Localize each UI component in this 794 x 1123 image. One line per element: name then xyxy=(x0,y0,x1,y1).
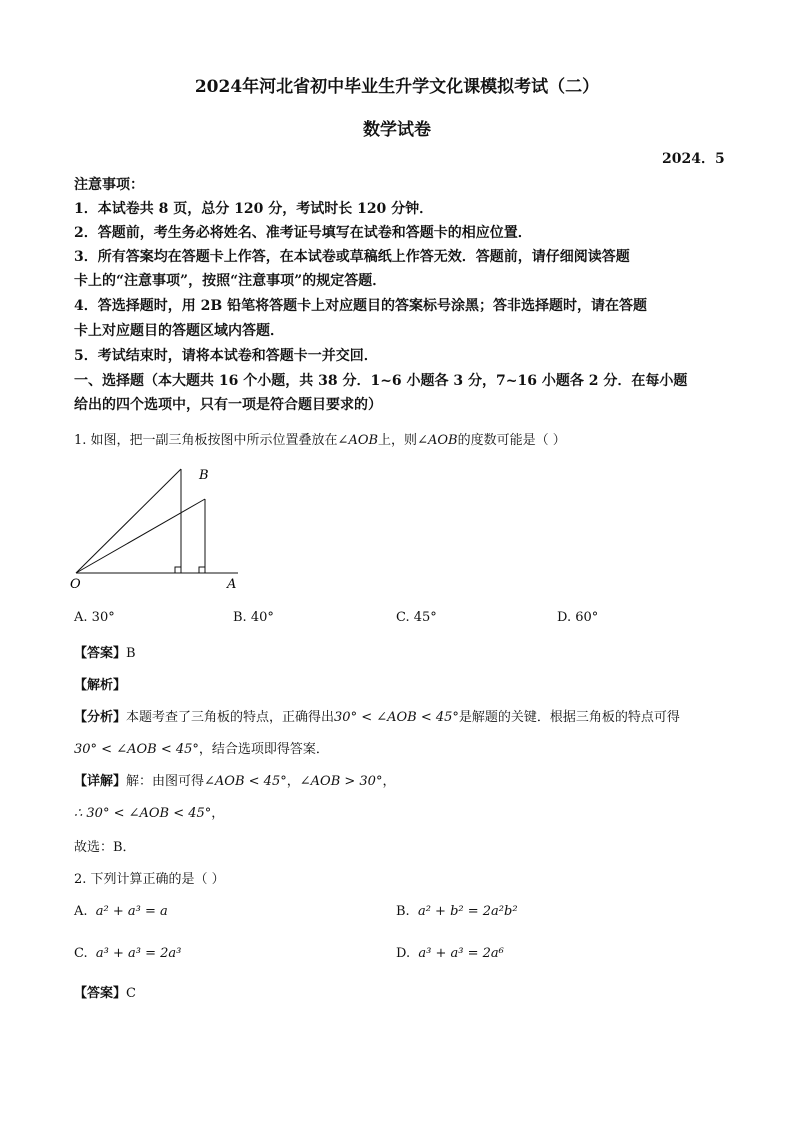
fenxi-text: 本题考查了三角板的特点，正确得出 xyxy=(126,710,335,725)
fenxi-text: ，结合选项即得答案． xyxy=(198,742,329,757)
q1-fenxi xyxy=(74,706,680,725)
option-letter: B. xyxy=(233,610,247,625)
option-letter: B. xyxy=(396,904,410,919)
notice-item: 3．所有答案均在答题卡上作答，在本试卷或草稿纸上作答无效．答题前，请仔细阅读答题 xyxy=(74,249,630,265)
q1-stem-part: 1. 如图，把一副三角板按图中所示位置叠放在 xyxy=(74,433,338,448)
detail-text: ， xyxy=(382,774,396,789)
exam-title: 2024年河北省初中毕业生升学文化课模拟考试（二） xyxy=(194,77,600,97)
q2-option-b xyxy=(396,904,518,919)
option-expression: a² + a³ = a xyxy=(95,904,168,919)
option-value: 60° xyxy=(575,610,599,625)
fenxi-text: 是解题的关键．根据三角板的特点可得 xyxy=(458,710,680,725)
notice-item: 5．考试结束时，请将本试卷和答题卡一并交回． xyxy=(74,348,378,364)
exam-subtitle: 数学试卷 xyxy=(363,120,431,140)
analysis-tag: 【解析】 xyxy=(74,678,127,693)
q1-stem xyxy=(74,429,566,448)
label-o: O xyxy=(70,577,81,592)
answer-value: B xyxy=(126,646,136,661)
q2-option-a xyxy=(74,904,168,919)
q1-detail xyxy=(74,770,395,789)
therefore-end: ， xyxy=(211,806,225,821)
q2-option-d xyxy=(396,946,504,961)
q1-therefore xyxy=(74,802,224,821)
q1-option-d xyxy=(557,610,598,625)
answer-value: C xyxy=(126,986,136,1001)
q2-stem: 2. 下列计算正确的是（ ） xyxy=(74,872,225,887)
q1-option-c xyxy=(396,610,437,625)
exam-date: 2024．5 xyxy=(662,151,725,167)
answer-tag: 【答案】 xyxy=(74,646,127,661)
q1-choose: 故选：B． xyxy=(74,840,136,855)
q1-option-b xyxy=(233,610,274,625)
notice-item: 2．答题前，考生务必将姓名、准考证号填写在试卷和答题卡的相应位置． xyxy=(74,225,532,241)
section-heading-cont: 给出的四个选项中，只有一项是符合题目要求的） xyxy=(74,397,382,413)
detail-math: ∠AOB > 30° xyxy=(299,774,383,789)
option-letter: C. xyxy=(74,946,88,961)
detail-math: ∠AOB < 45° xyxy=(204,774,287,789)
right-angle-mark xyxy=(175,567,181,573)
q1-angle: ∠AOB xyxy=(337,433,379,448)
q1-stem-part: 上，则 xyxy=(378,433,418,448)
option-value: 40° xyxy=(250,610,274,625)
option-letter: A. xyxy=(74,904,88,919)
notice-item: 卡上对应题目的答题区域内答题． xyxy=(74,323,284,339)
detail-text: 解：由图可得 xyxy=(126,774,205,789)
q1-analysis-tag xyxy=(74,674,126,693)
option-value: 30° xyxy=(91,610,115,625)
ray-ob xyxy=(76,469,181,573)
detail-text: ， xyxy=(286,774,300,789)
q1-stem-part: 的度数可能是（ ） xyxy=(457,433,566,448)
option-letter: A. xyxy=(74,610,88,625)
fenxi-inequality: 30° < ∠AOB < 45° xyxy=(334,710,459,725)
option-expression: a² + b² = 2a²b² xyxy=(417,904,518,919)
label-a: A xyxy=(227,577,237,592)
detail-tag: 【详解】 xyxy=(74,774,127,789)
ray-inner xyxy=(76,499,205,573)
q2-option-c xyxy=(74,946,181,961)
q1-fenxi-cont xyxy=(74,738,329,757)
option-letter: D. xyxy=(396,946,411,961)
q2-answer xyxy=(74,982,136,1001)
notice-item: 1．本试卷共 8 页，总分 120 分，考试时长 120 分钟． xyxy=(74,201,434,217)
label-b: B xyxy=(199,468,209,483)
option-letter: C. xyxy=(396,610,410,625)
q1-triangle-figure xyxy=(68,460,248,592)
right-angle-mark xyxy=(199,567,205,573)
notice-item: 4．答选择题时，用 2B 铅笔将答题卡上对应题目的答案标号涂黑；答非选择题时，请在答题 xyxy=(74,298,648,314)
therefore-math: ∴ 30° < ∠AOB < 45° xyxy=(74,806,212,821)
option-expression: a³ + a³ = 2a³ xyxy=(95,946,182,961)
option-value: 45° xyxy=(413,610,437,625)
fenxi-tag: 【分析】 xyxy=(74,710,127,725)
notice-item: 卡上的“注意事项”，按照“注意事项”的规定答题． xyxy=(74,273,387,289)
notice-heading: 注意事项： xyxy=(74,177,144,193)
q1-option-a xyxy=(74,610,115,625)
q1-answer xyxy=(74,642,136,661)
answer-tag: 【答案】 xyxy=(74,986,127,1001)
option-letter: D. xyxy=(557,610,572,625)
option-expression: a³ + a³ = 2a⁶ xyxy=(418,946,504,961)
section-heading: 一、选择题（本大题共 16 个小题，共 38 分．1~6 小题各 3 分，7~16 小题各 2 分．在每小题 xyxy=(74,373,688,389)
q1-angle: ∠AOB xyxy=(417,433,458,448)
fenxi-inequality: 30° < ∠AOB < 45° xyxy=(74,742,199,757)
